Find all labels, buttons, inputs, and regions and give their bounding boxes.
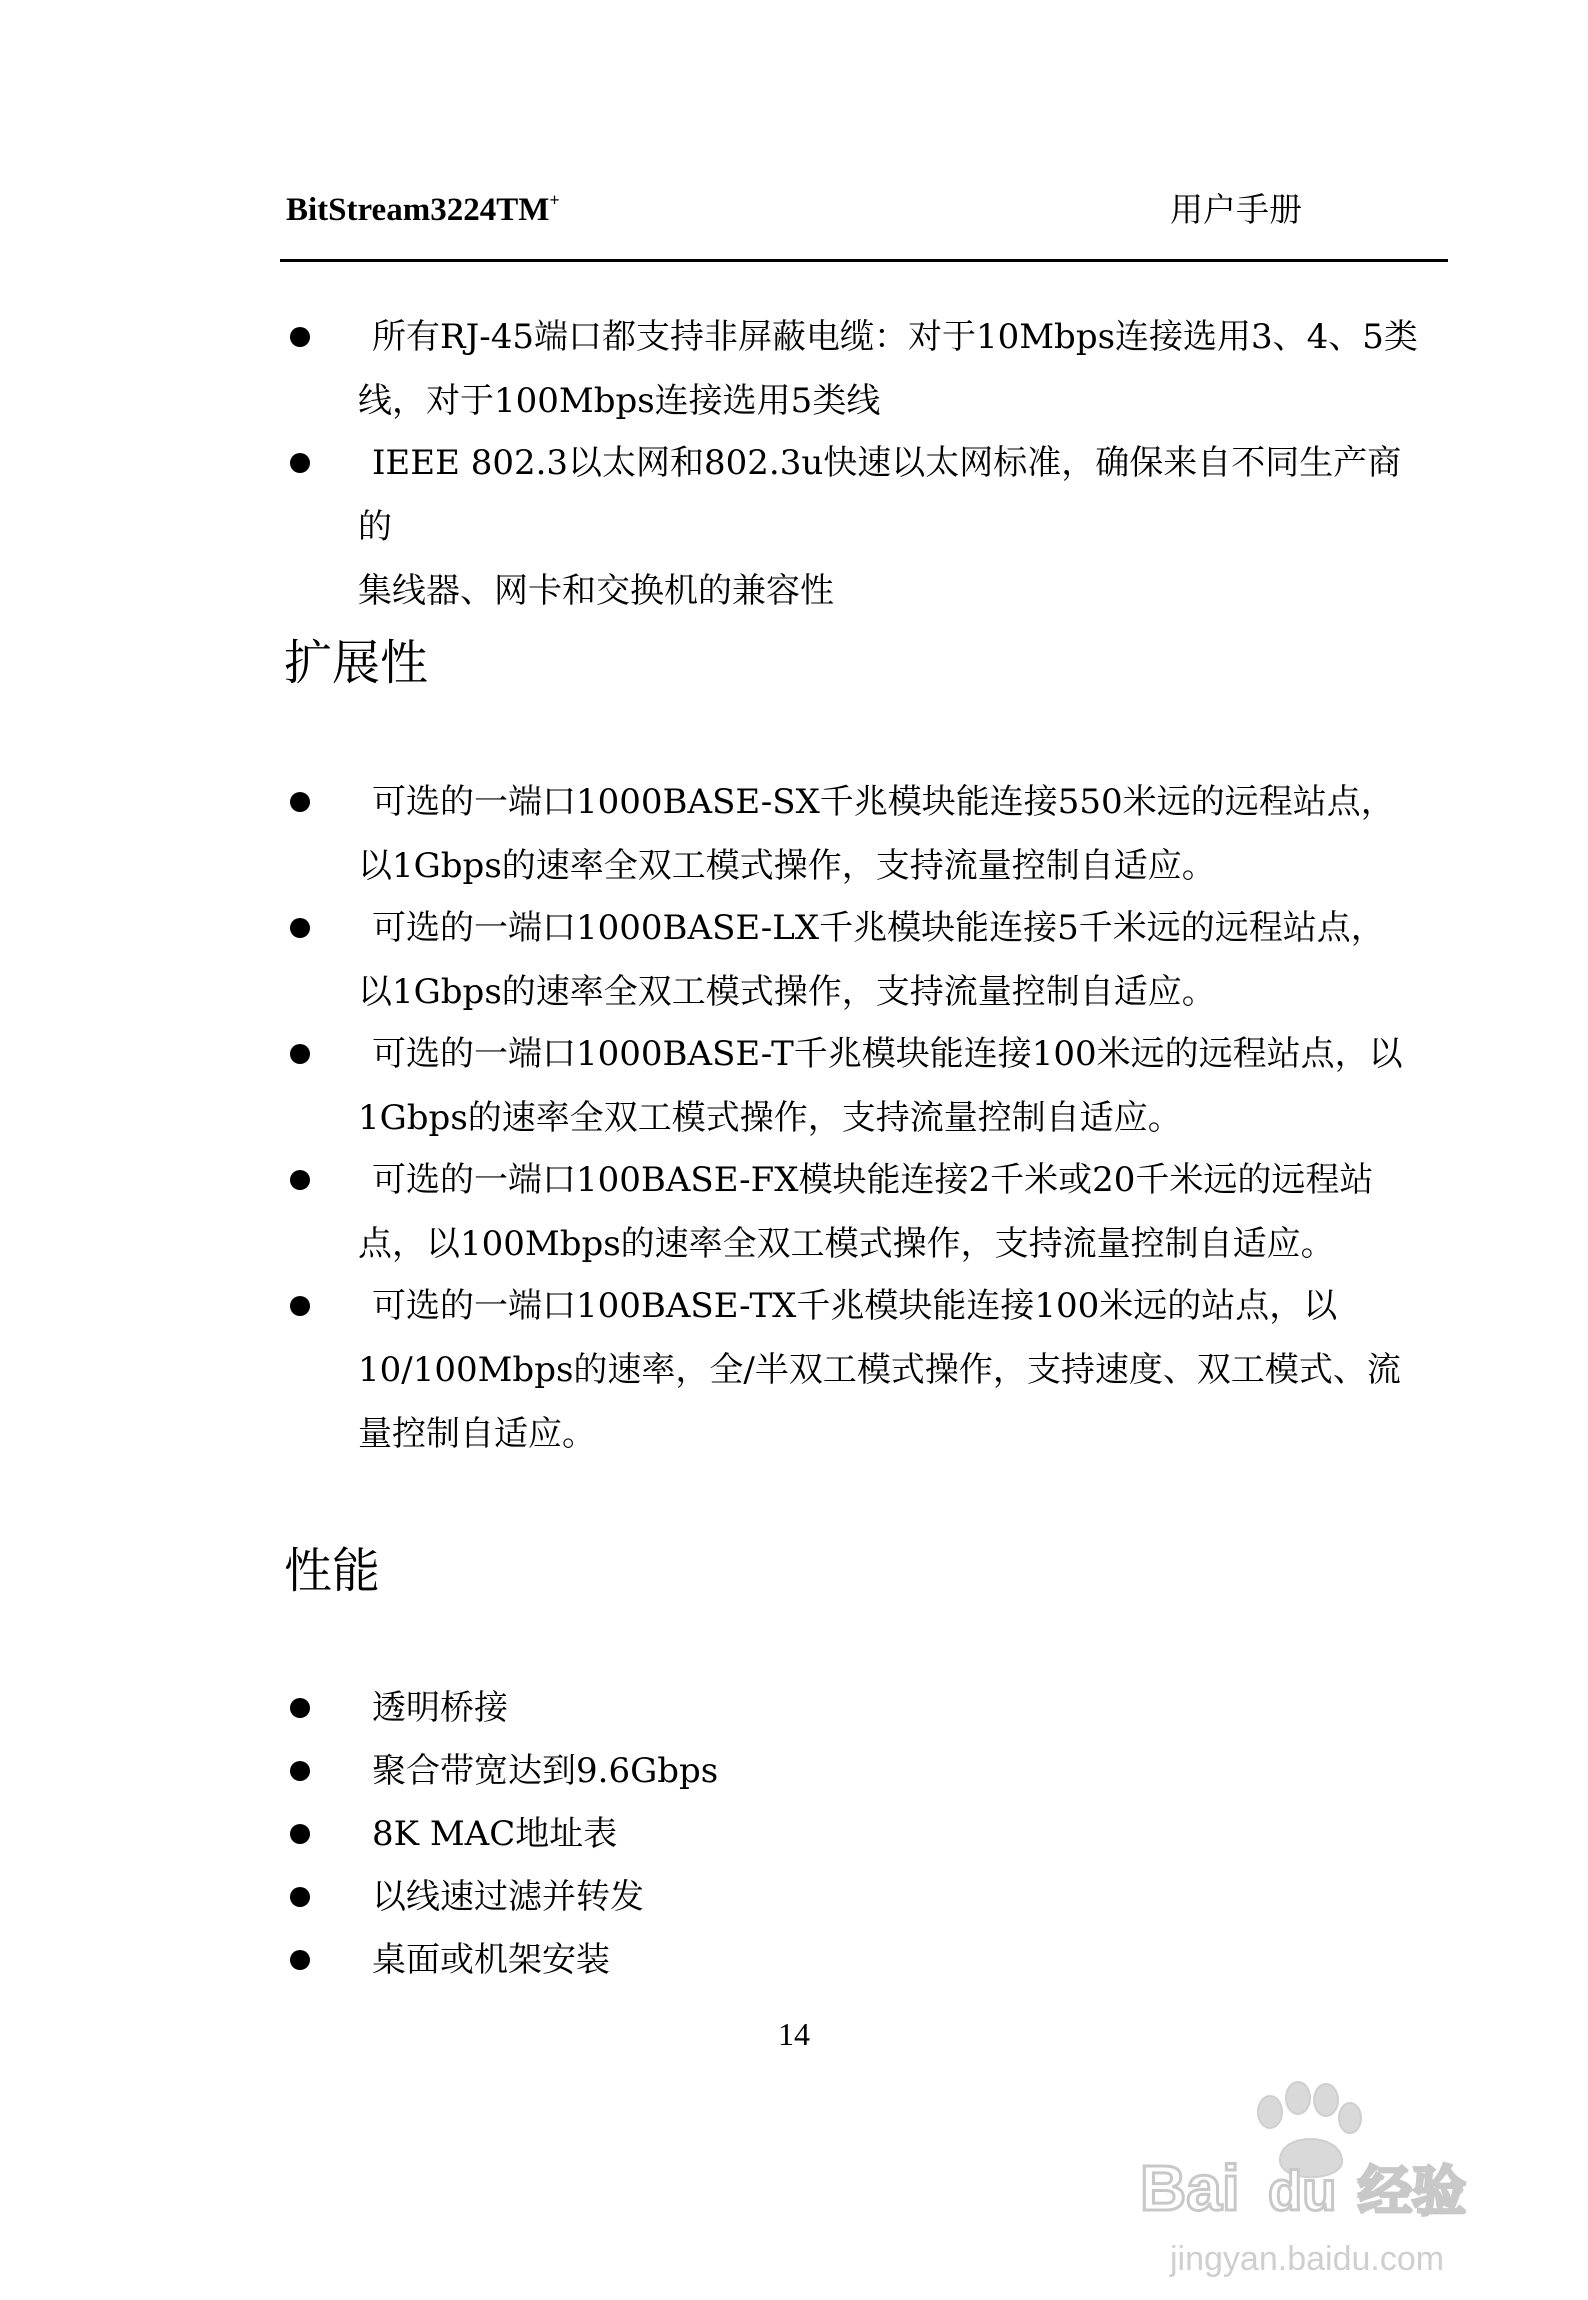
bullet-icon <box>290 327 310 347</box>
section-title-expandability: 扩展性 <box>284 635 429 691</box>
item-line: 8K MAC地址表 <box>372 1814 618 1854</box>
bullet-icon <box>290 1887 310 1907</box>
item-line: 桌面或机架安装 <box>372 1940 610 1980</box>
item-line: 聚合带宽达到9.6Gbps <box>372 1751 719 1791</box>
item-line: 线，对于100Mbps连接选用5类线 <box>358 381 881 421</box>
item-line: 1Gbps的速率全双工模式操作，支持流量控制自适应。 <box>358 1098 1182 1138</box>
bullet-icon <box>290 1761 310 1781</box>
baidu-watermark-icon <box>1130 2060 1550 2290</box>
svg-text:经验: 经验 <box>1358 2160 1466 2223</box>
bullet-icon <box>290 453 310 473</box>
item-line: 量控制自适应。 <box>358 1414 596 1454</box>
header-title <box>286 190 560 230</box>
header-rule <box>280 259 1448 262</box>
item-line: 可选的一端口1000BASE-SX千兆模块能连接550米远的远程站点， <box>372 782 1395 822</box>
bullet-icon <box>290 1824 310 1844</box>
header-subtitle: 用户手册 <box>1170 190 1302 229</box>
header-title-text: BitStream3224TM <box>286 192 550 228</box>
bullet-icon <box>290 1044 310 1064</box>
svg-text:du: du <box>1268 2159 1337 2222</box>
item-line: 10/100Mbps的速率，全/半双工模式操作，支持速度、双工模式、流 <box>358 1350 1401 1390</box>
bullet-icon <box>290 1170 310 1190</box>
svg-text:jingyan.baidu.com: jingyan.baidu.com <box>1170 2240 1445 2278</box>
item-line: IEEE 802.3以太网和802.3u快速以太网标准，确保来自不同生产商的 <box>358 443 1402 547</box>
section-title-performance: 性能 <box>284 1543 381 1599</box>
item-line: 点，以100Mbps的速率全双工模式操作，支持流量控制自适应。 <box>358 1224 1335 1264</box>
item-line: 以1Gbps的速率全双工模式操作，支持流量控制自适应。 <box>358 972 1216 1012</box>
header-title-sup: + <box>549 190 560 210</box>
item-line: 可选的一端口100BASE-TX千兆模块能连接100米远的站点，以 <box>372 1286 1338 1326</box>
list-item <box>290 431 1430 611</box>
item-line: 可选的一端口1000BASE-LX千兆模块能连接5千米远的远程站点， <box>372 908 1385 948</box>
bullet-icon <box>290 1950 310 1970</box>
item-line: 可选的一端口100BASE-FX模块能连接2千米或20千米远的远程站 <box>372 1160 1374 1200</box>
page-header <box>282 190 1372 240</box>
svg-text:Bai: Bai <box>1140 2152 1240 2224</box>
page-number: 14 <box>778 2016 810 2052</box>
item-line: 可选的一端口1000BASE-T千兆模块能连接100米远的远程站点，以 <box>372 1034 1403 1074</box>
item-line: 所有RJ-45端口都支持非屏蔽电缆：对于10Mbps连接选用3、4、5类 <box>372 317 1418 357</box>
bullet-icon <box>290 918 310 938</box>
item-line: 集线器、网卡和交换机的兼容性 <box>358 571 834 611</box>
bullet-icon <box>290 1698 310 1718</box>
bullet-icon <box>290 1296 310 1316</box>
bullet-icon <box>290 792 310 812</box>
item-line: 以1Gbps的速率全双工模式操作，支持流量控制自适应。 <box>358 846 1216 886</box>
list-item <box>290 305 1430 433</box>
item-line: 以线速过滤并转发 <box>372 1877 644 1917</box>
item-line: 透明桥接 <box>372 1688 508 1728</box>
